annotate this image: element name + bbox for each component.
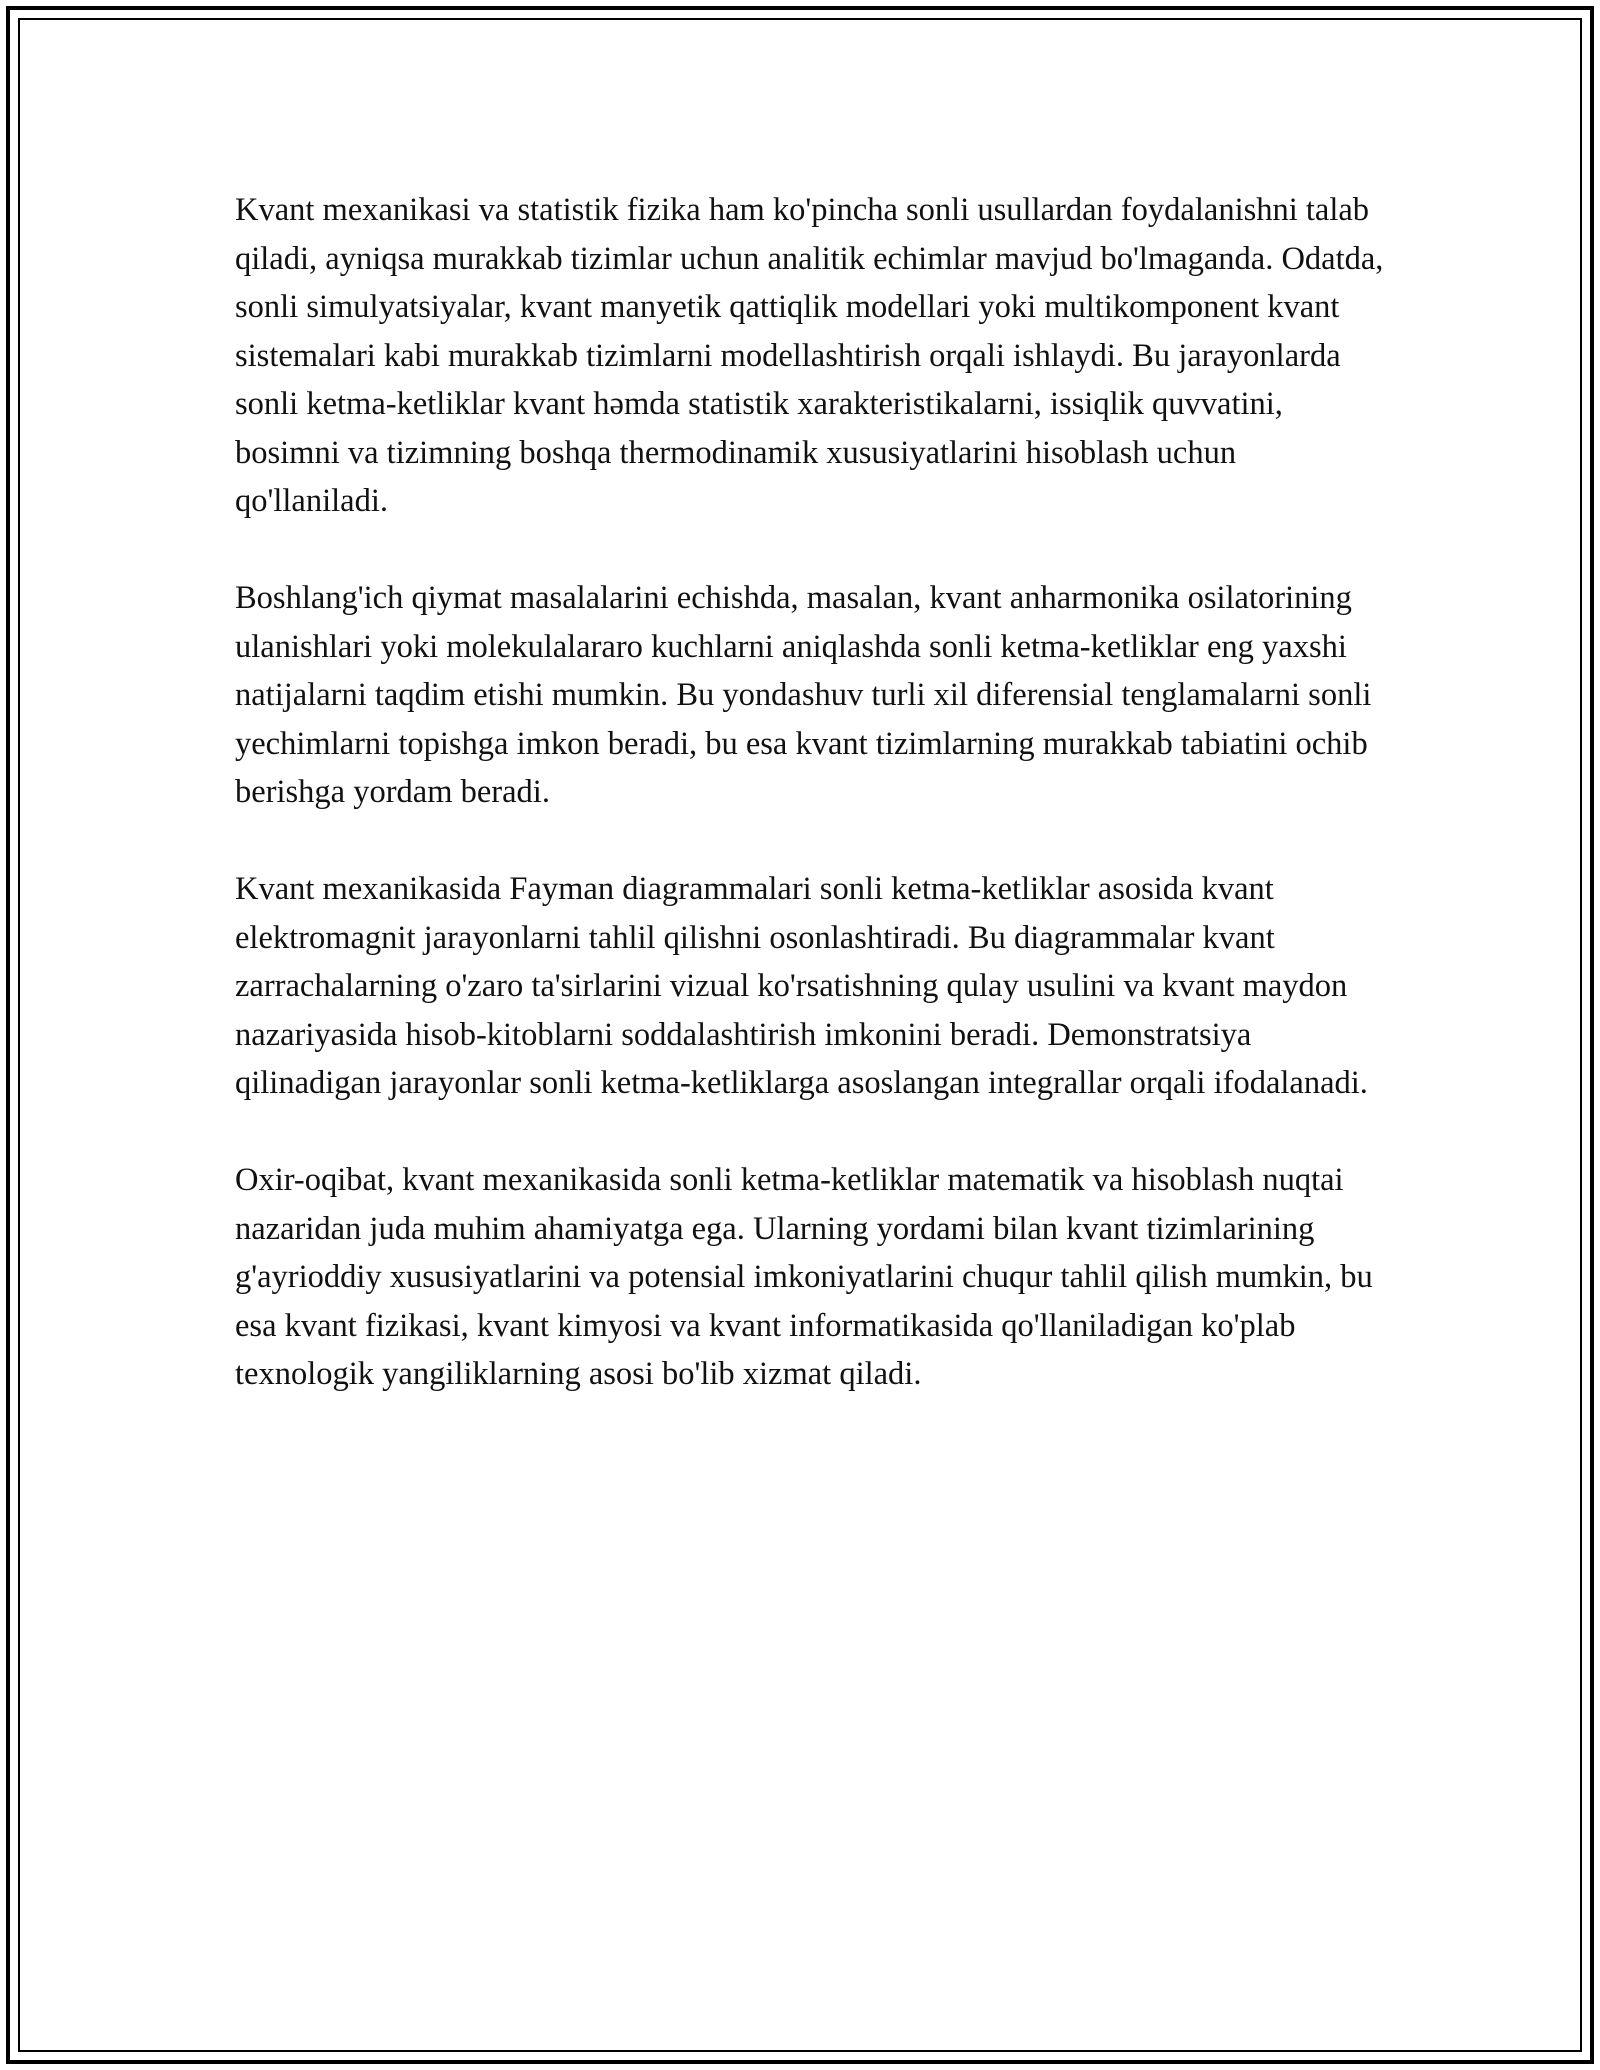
paragraph-4: Oxir-oqibat, kvant mexanikasida sonli ketma-ketliklar matematik va hisoblash nuqtai nazaridan juda muhim ahamiyatga ega. Ularning yordami bilan kvant tizimlarining g'ayrioddiy xususiyatlarini va potensial imkoniyatlarini chuqur tahlil qilish mumkin, bu esa kvant fizikasi, kvant kimyosi va kvant informatikasida qo'llaniladigan ko'plab texnologik yangiliklarning asosi bo'lib xizmat qiladi. bbox=[235, 1162, 1373, 1392]
document-body bbox=[235, 186, 1385, 1447]
paragraph-3: Kvant mexanikasida Fayman diagrammalari sonli ketma-ketliklar asosida kvant elektromagnit jarayonlarni tahlil qilishni osonlashtiradi. Bu diagrammalar kvant zarrachalarning o'zaro ta'sirlarini vizual ko'rsatishning qulay usulini va kvant maydon nazariyasida hisob-kitoblarni soddalashtirish imkonini beradi. Demonstratsiya qilinadigan jarayonlar sonli ketma-ketliklarga asoslangan integrallar orqali ifodalanadi. bbox=[235, 871, 1368, 1101]
paragraph-1: Kvant mexanikasi va statistik fizika ham ko'pincha sonli usullardan foydalanishni talab qiladi, ayniqsa murakkab tizimlar uchun analitik echimlar mavjud bo'lmaganda. Odatda, sonli simulyatsiyalar, kvant manyetik qattiqlik modellari yoki multikomponent kvant sistemalari kabi murakkab tizimlarni modellashtirish orqali ishlaydi. Bu jarayonlarda sonli ketma-ketliklar kvant həmda statistik xarakteristikalarni, issiqlik quvvatini, bosimni va tizimning boshqa thermodinamik xususiyatlarini hisoblash uchun qo'llaniladi. bbox=[235, 192, 1384, 519]
paragraph-2: Boshlang'ich qiymat masalalarini echishda, masalan, kvant anharmonika osilatorining ulanishlari yoki molekulalararo kuchlarni aniqlashda sonli ketma-ketliklar eng yaxshi natijalarni taqdim etishi mumkin. Bu yondashuv turli xil diferensial tenglamalarni sonli yechimlarni topishga imkon beradi, bu esa kvant tizimlarning murakkab tabiatini ochib berishga yordam beradi. bbox=[235, 580, 1372, 810]
